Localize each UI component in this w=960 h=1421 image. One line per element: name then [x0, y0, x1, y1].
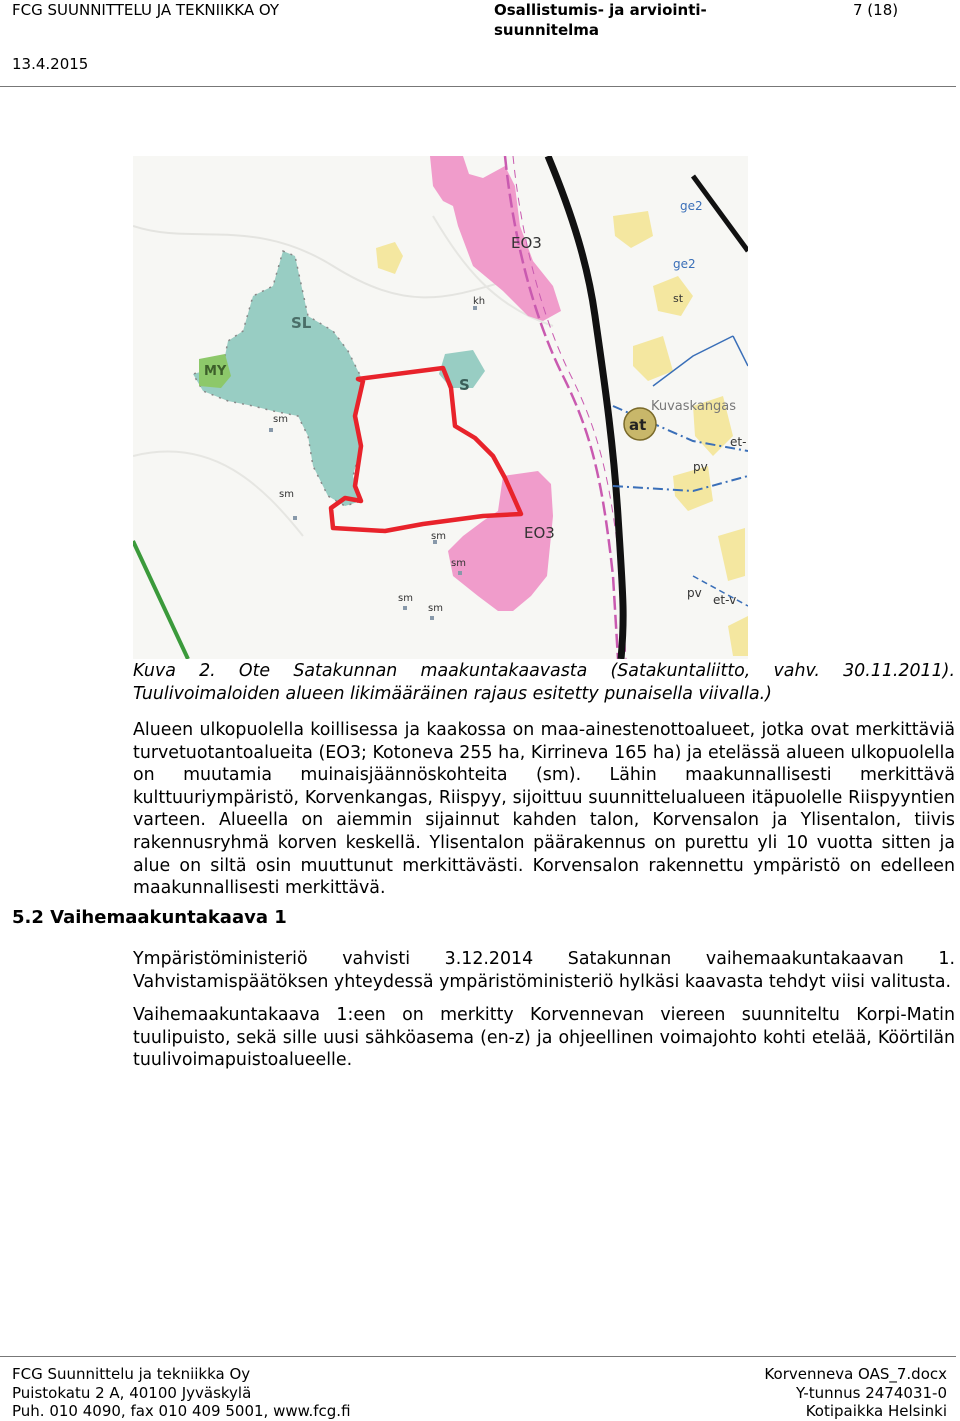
footer-filename: Korvenneva OAS_7.docx [764, 1365, 947, 1383]
footer-rule [0, 1356, 956, 1357]
label-kh: kh [473, 296, 486, 307]
regional-plan-map [133, 156, 748, 659]
label-eo3-south: EO3 [524, 524, 555, 542]
paragraph-ministry: Ympäristöministeriö vahvisti 3.12.2014 Satakunnan vaihemaakuntakaavan 1. Vahvistamispäätöksen yhteydessä ympäristöministeriö hylkäsi kaavasta tehdyt viisi valitusta. [133, 949, 955, 992]
label-sm-2: sm [279, 489, 294, 500]
label-sl: SL [291, 314, 312, 332]
footer-right [764, 1365, 947, 1421]
header-doc-title: Osallistumis- ja arviointi-suunnitelma [494, 1, 707, 39]
label-sm-6: sm [428, 603, 443, 614]
paragraph-windpark: Vaihemaakuntakaava 1:een on merkitty Korvennevan viereen suunniteltu Korpi-Matin tuulipuisto, sekä sille uusi sähköasema (en-z) ja ohjeellinen voimajohto kohti etelää, Köörtilän tuulivoimapuistoalueelle. [133, 1005, 955, 1071]
figure-caption: Kuva 2. Ote Satakunnan maakuntakaavasta (Satakuntaliitto, vahv. 30.11.2011). Tuulivoimaloiden alueen likimääräinen rajaus esitetty punaisella viivalla.) [133, 661, 955, 704]
label-my: MY [204, 364, 227, 379]
footer-address: Puistokatu 2 A, 40100 Jyväskylä [12, 1383, 252, 1402]
label-sm-4: sm [451, 558, 466, 569]
label-sm-5: sm [398, 593, 413, 604]
label-s: S [459, 376, 470, 394]
label-et: et- [730, 435, 747, 449]
label-pv-2: pv [687, 586, 702, 600]
section-heading: 5.2 Vaihemaakuntakaava 1 [12, 907, 287, 928]
footer-business-id: Y-tunnus 2474031-0 [795, 1383, 947, 1402]
header-rule [0, 86, 956, 87]
footer-domicile: Kotipaikka Helsinki [805, 1402, 947, 1420]
label-pv-1: pv [693, 460, 708, 474]
label-sm-3: sm [431, 531, 446, 542]
footer-contact: Puh. 010 4090, fax 010 409 5001, www.fcg.fi [12, 1402, 351, 1420]
label-eo3-north: EO3 [511, 234, 542, 252]
label-at: at [629, 416, 647, 434]
header-company: FCG SUUNNITTELU JA TEKNIIKKA OY [12, 1, 280, 19]
header-page-number: 7 (18) [853, 1, 899, 19]
paragraph-surroundings: Alueen ulkopuolella koillisessa ja kaakossa on maa-ainestenottoalueet, jotka ovat merkittäviä turvetuotantoalueita (EO3; Kotoneva 255 ha, Kirrineva 165 ha) ja etelässä alueen ulkopuolella on muutamia muinaisjäännöskohteita (sm). Lähin maakunnallisesti merkittävä kulttuuriympäristö, Korvenkangas, Riispyy, sijoittuu suunnittelualueen itäpuolelle Riispyyntien varteen. Alueella on aiemmin sijainnut kahden talon, Korvensalon ja Ylisentalon, tiivis rakennusryhmä korven keskellä. Ylisentalon päärakennus on purettu yli 10 vuotta sitten ja alue on siltä osin muuttunut merkittävästi. Korvensalon rakennettu ympäristö on edelleen maakunnallisesti merkittävä. [133, 720, 955, 899]
label-sm-1: sm [273, 414, 288, 425]
label-st: st [673, 292, 684, 305]
footer-left [12, 1365, 351, 1421]
label-ge2-b: ge2 [673, 257, 696, 271]
label-ge2-a: ge2 [680, 199, 703, 213]
footer-company: FCG Suunnittelu ja tekniikka Oy [12, 1365, 251, 1383]
label-kuvaskangas: Kuvaskangas [651, 399, 737, 414]
label-et-v: et-v [713, 593, 737, 607]
header-date: 13.4.2015 [12, 55, 89, 73]
